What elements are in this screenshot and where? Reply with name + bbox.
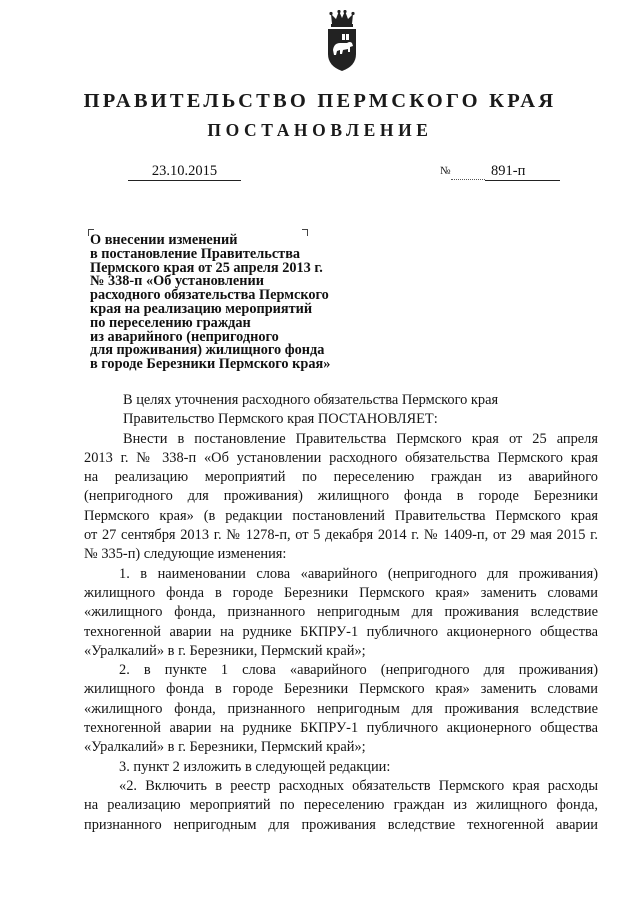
body-line: «Уралкалий» в г. Березники, Пермский край»; <box>84 739 366 756</box>
body-line: от 27 сентября 2013 г. № 1278-п, от 5 декабря 2014 г. № 1409-п, от 29 мая 2015 г. <box>84 527 598 544</box>
document-type: ПОСТАНОВЛЕНИЕ <box>207 120 433 140</box>
document-date: 23.10.2015 <box>128 163 241 181</box>
subject-line: по переселению граждан <box>90 314 251 331</box>
body-item-1 <box>84 565 598 661</box>
body-paragraph-resolves: Правительство Пермского края ПОСТАНОВЛЯЕТ: <box>123 411 438 428</box>
body-line: 2013 г. № 338-п «Об установлении расходного обязательства Пермского края <box>84 449 598 466</box>
body-line: жилищного фонда в городе Березники Пермского края» заменить словами <box>84 681 598 698</box>
body-line: техногенной аварии на руднике БКПРУ-1 публичного акционерного общества <box>84 720 598 737</box>
coat-of-arms-emblem <box>323 10 361 72</box>
document-number: 891-п <box>485 163 560 181</box>
body-line: 1. в наименовании слова «аварийного (непригодного для проживания) <box>119 565 598 582</box>
subject-line: расходного обязательства Пермского <box>90 287 329 304</box>
subject-line: в городе Березники Пермского края» <box>90 356 331 373</box>
body-line: 2. в пункте 1 слова «аварийного (непригодного для проживания) <box>119 662 598 679</box>
subject-line: для проживания) жилищного фонда <box>90 342 325 359</box>
body-line: техногенной аварии на руднике БКПРУ-1 публичного акционерного общества <box>84 623 598 640</box>
body-line: на реализацию мероприятий по переселению граждан из аварийного <box>84 469 598 486</box>
body-line: «жилищного фонда, признанного непригодным для проживания вследствие <box>84 604 598 621</box>
body-paragraph-amend <box>84 430 598 565</box>
subject-line: № 338-п «Об установлении <box>90 273 264 290</box>
body-line: на реализацию мероприятий по переселению граждан из жилищного фонда, <box>84 797 598 814</box>
body-paragraph-preamble: В целях уточнения расходного обязательства Пермского края <box>123 392 499 408</box>
body-line: признанного непригодным для проживания вследствие техногенной аварии <box>84 816 598 833</box>
body-item-3: 3. пункт 2 изложить в следующей редакции: <box>119 758 391 775</box>
body-line: жилищного фонда в городе Березники Пермского края» заменить словами <box>84 584 598 601</box>
body-line: «жилищного фонда, признанного непригодным для проживания вследствие <box>84 700 598 717</box>
subject-line: в постановление Правительства <box>90 245 301 262</box>
body-line: Внести в постановление Правительства Пермского края от 25 апреля <box>123 430 598 447</box>
subject-line: О внесении изменений <box>90 232 238 248</box>
subject-line: Пермского края от 25 апреля 2013 г. <box>90 259 323 276</box>
subject-line: из аварийного (непригодного <box>90 328 279 345</box>
number-sign: № <box>440 165 451 177</box>
document-subject <box>90 234 390 372</box>
body-item-2 <box>84 661 598 757</box>
body-line: «2. Включить в реестр расходных обязательств Пермского края расходы <box>119 777 598 794</box>
body-line: Пермского края» (в редакции постановлений Правительства Пермского края <box>84 507 598 524</box>
subject-line: края на реализацию мероприятий <box>90 300 313 317</box>
body-line: № 335-п) следующие изменения: <box>84 546 287 563</box>
body-line: (непригодного для проживания) жилищного фонда в городе Березники <box>84 488 598 505</box>
organization-title: ПРАВИТЕЛЬСТВО ПЕРМСКОГО КРАЯ <box>83 90 557 112</box>
body-line: «Уралкалий» в г. Березники, Пермский край»; <box>84 642 366 659</box>
body-quoted-item-2 <box>84 777 598 835</box>
number-dotted-leader <box>451 179 485 180</box>
document-body <box>84 391 598 835</box>
